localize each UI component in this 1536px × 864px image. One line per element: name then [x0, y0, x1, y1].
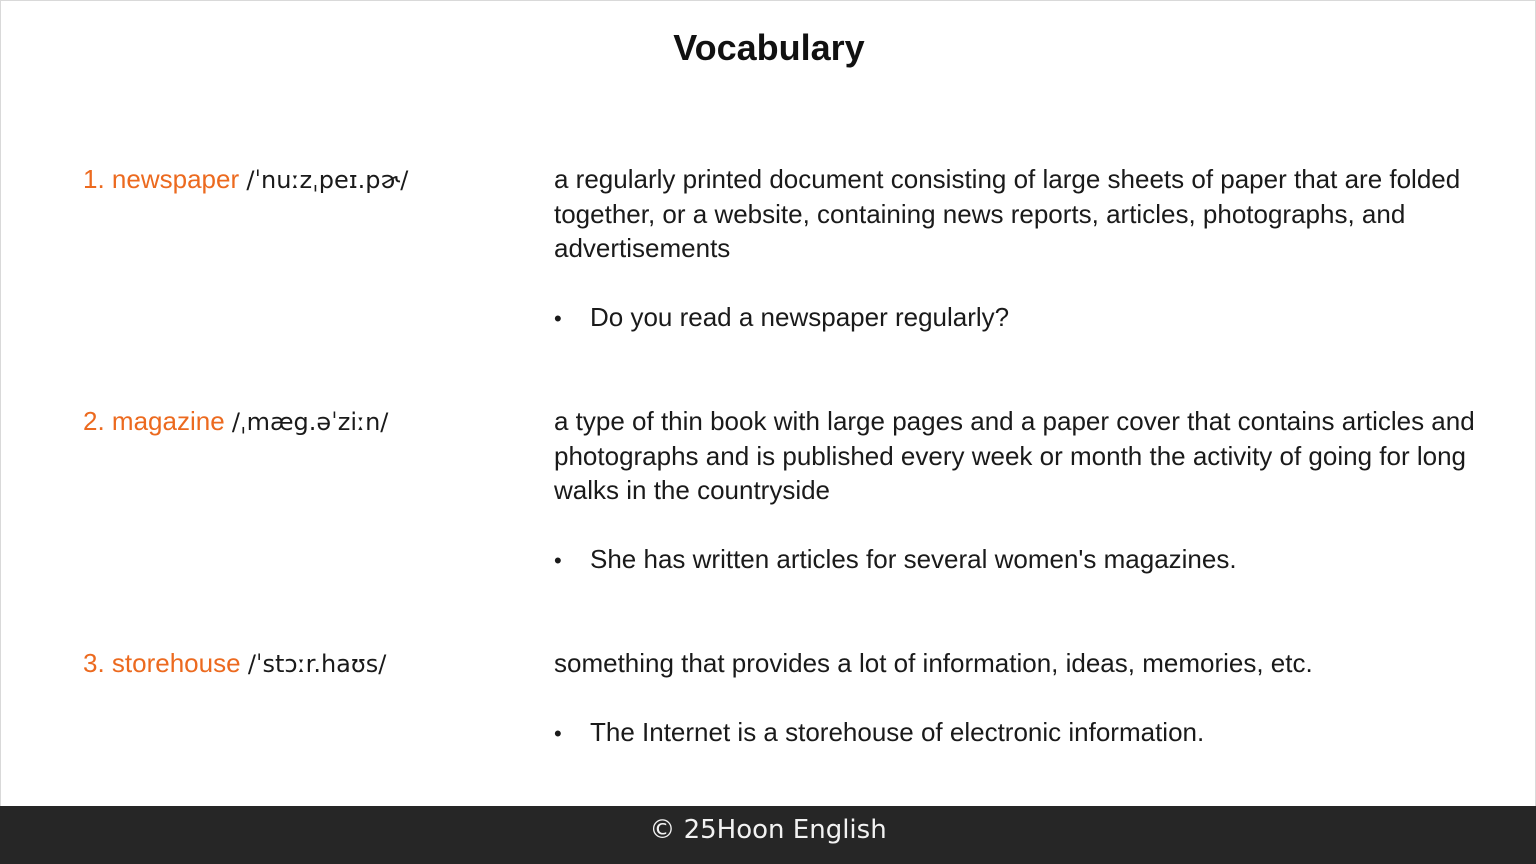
vocab-word: magazine — [111, 406, 225, 436]
pronunciation: /ˈstɔːr.haʊs/ — [247, 650, 387, 678]
bullet-icon: • — [554, 721, 562, 746]
bullet-icon: • — [554, 306, 562, 331]
pronunciation: /ˈnuːzˌpeɪ.pɚ/ — [246, 166, 409, 194]
bullet-icon: • — [554, 548, 562, 573]
example-sentence — [554, 715, 1494, 752]
example-text: She has written articles for several women's magazines. — [590, 544, 1237, 574]
definition: a type of thin book with large pages and a paper cover that contains articles and photographs and is published every week or month the activity of going for long walks in the countryside — [554, 406, 1475, 505]
entry-number: 3. — [83, 648, 105, 678]
copyright-text: © 25Hoon English — [649, 815, 887, 845]
example-sentence — [554, 300, 1494, 337]
example-text: Do you read a newspaper regularly? — [590, 302, 1010, 332]
copyright-footer — [0, 806, 1536, 864]
definition: something that provides a lot of information, ideas, memories, etc. — [554, 648, 1313, 678]
pronunciation: /ˌmæg.əˈziːn/ — [231, 408, 389, 436]
page-title: Vocabulary — [673, 27, 865, 68]
entry-number: 1. — [83, 164, 105, 194]
example-sentence — [554, 542, 1494, 579]
definition: a regularly printed document consisting of large sheets of paper that are folded together, or a website, containing news reports, articles, photographs, and advertisements — [554, 164, 1461, 263]
vocab-term — [83, 646, 386, 682]
vocab-word: newspaper — [111, 164, 240, 194]
vocab-term — [83, 404, 388, 440]
vocab-word: storehouse — [111, 648, 241, 678]
entry-number: 2. — [83, 406, 105, 436]
example-text: The Internet is a storehouse of electronic information. — [590, 717, 1205, 747]
vocab-term — [83, 162, 408, 198]
